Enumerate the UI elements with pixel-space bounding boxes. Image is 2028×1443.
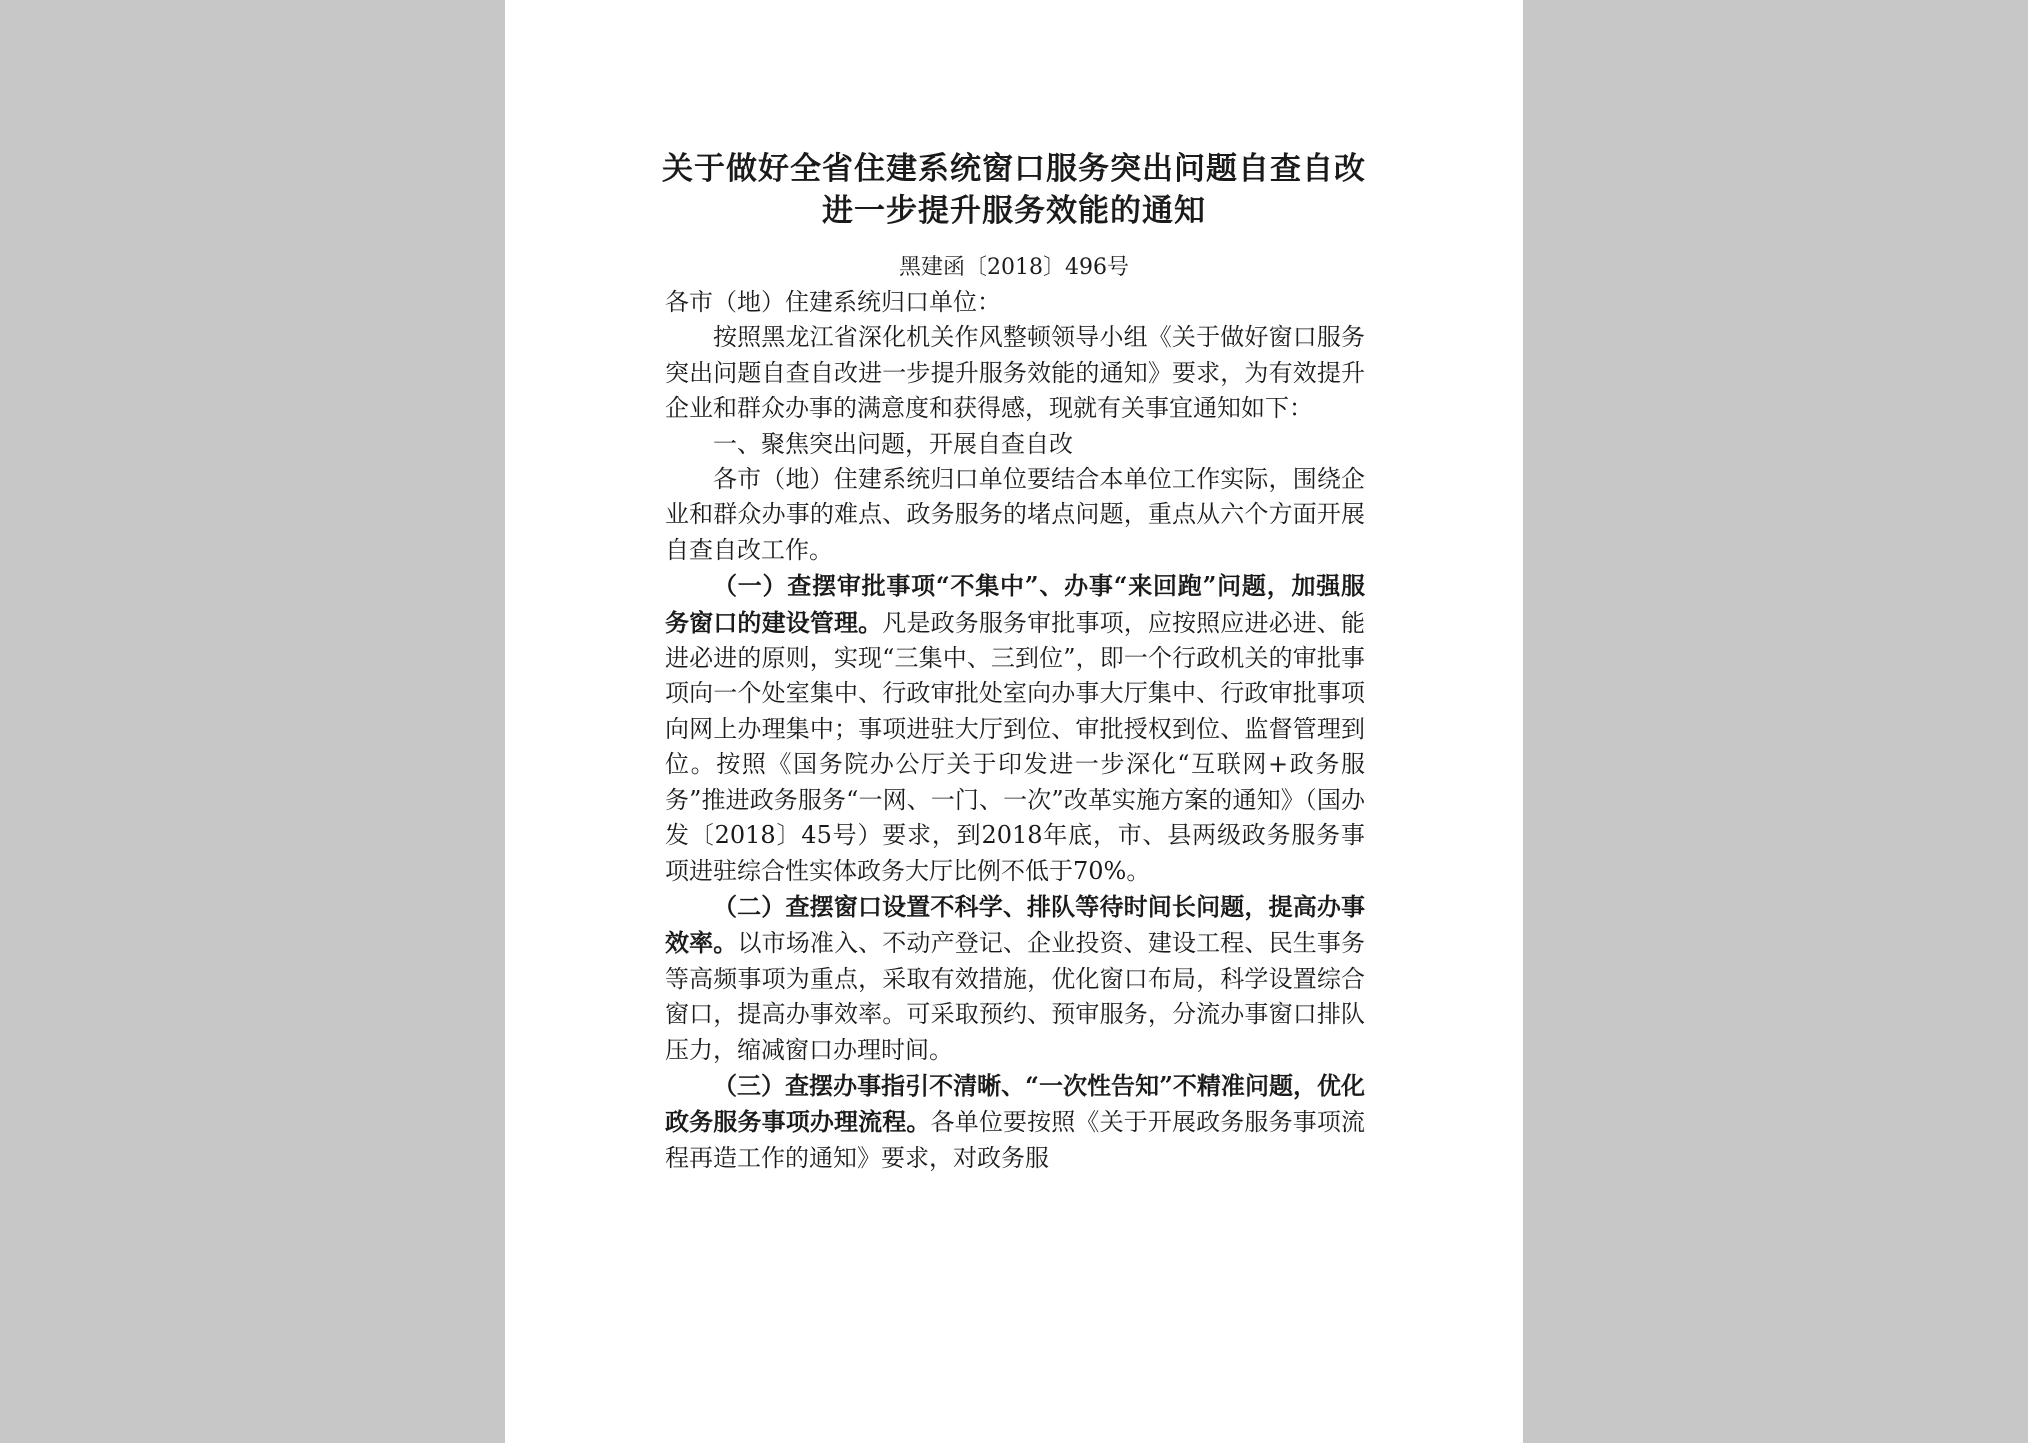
item-2-text: 以市场准入、不动产登记、企业投资、建设工程、民生事务等高频事项为重点，采取有效措施，优化窗口布局，科学设置综合窗口，提高办事效率。可采取预约、预审服务，分流办事窗口排队压力，缩减窗口办理时间。 (665, 929, 1366, 1064)
salutation: 各市（地）住建系统归口单位： (665, 288, 1001, 316)
item-3-paragraph (665, 1068, 1365, 1176)
title-line-2: 进一步提升服务效能的通知 (822, 193, 1206, 229)
title-line-1: 关于做好全省住建系统窗口服务突出问题自查自改 (662, 151, 1366, 187)
document-title (505, 148, 1523, 232)
document-number: 黑建函〔2018〕496号 (899, 255, 1129, 280)
item-1-heading: （一）查摆审批事项“不集中”、办事“来回跑”问题，加强服务窗口的建设管理。 (665, 571, 1365, 637)
section-1-paragraph: 各市（地）住建系统归口单位要结合本单位工作实际，围绕企业和群众办事的难点、政务服务的堵点问题，重点从六个方面开展自查自改工作。 (665, 465, 1365, 564)
document-page (505, 0, 1523, 1443)
item-1-text: 凡是政务服务审批事项，应按照应进必进、能进必进的原则，实现“三集中、三到位”，即一个行政机关的审批事项向一个处室集中、行政审批处室向办事大厅集中、行政审批事项向网上办理集中；事项进驻大厅到位、审批授权到位、监督管理到位。按照《国务院办公厅关于印发进一步深化“互联网+政务服务”推进政务服务“一网、一门、一次”改革实施方案的通知》（国办发〔2018〕45号）要求，到2018年底，市、县两级政务服务事项进驻综合性实体政务大厅比例不低于70%。 (665, 608, 1366, 885)
section-1-heading: 一、聚焦突出问题，开展自查自改 (713, 429, 1073, 458)
item-3-heading: （三）查摆办事指引不清晰、“一次性告知”不精准问题，优化政务服务事项办理流程。 (665, 1070, 1365, 1137)
item-2-paragraph (665, 889, 1365, 1068)
document-body (665, 285, 1365, 1176)
item-1-paragraph (665, 568, 1365, 889)
item-3-text: 各单位要按照《关于开展政务服务事项流程再造工作的通知》要求，对政务服 (665, 1108, 1366, 1172)
intro-paragraph: 按照黑龙江省深化机关作风整顿领导小组《关于做好窗口服务突出问题自查自改进一步提升服务效能的通知》要求，为有效提升企业和群众办事的满意度和获得感，现就有关事宜通知如下： (665, 323, 1365, 423)
item-2-heading: （二）查摆窗口设置不科学、排队等待时间长问题，提高办事效率。 (665, 891, 1365, 958)
